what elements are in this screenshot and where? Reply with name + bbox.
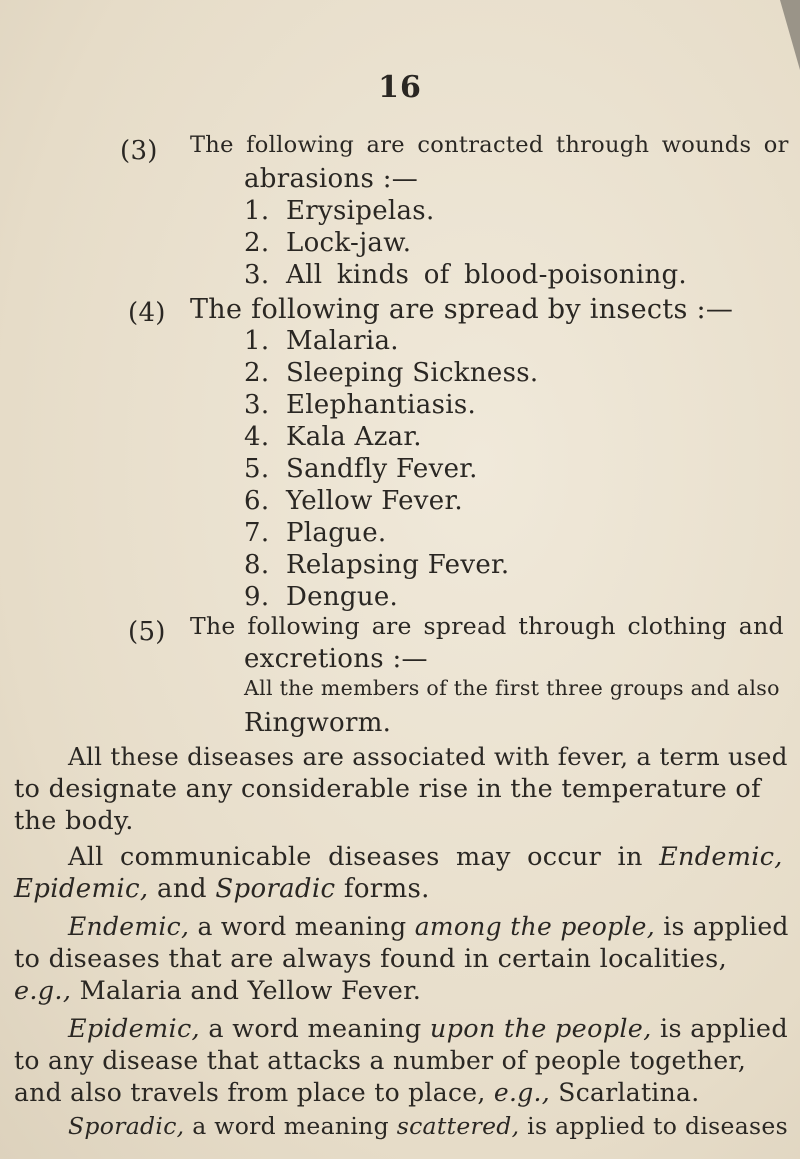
list-item: 4. Kala Azar.: [244, 422, 422, 452]
group-4-heading: The following are spread by insects :—: [190, 294, 734, 325]
group-5-heading-cont: excretions :—: [244, 644, 428, 674]
group-4-label: (4): [128, 298, 166, 328]
paragraph-line: e.g., Malaria and Yellow Fever.: [14, 976, 422, 1006]
page-corner-fold: [780, 0, 800, 70]
list-item: 1. Erysipelas.: [244, 196, 435, 226]
paragraph-line: the body.: [14, 806, 134, 836]
group-5-text: All the members of the first three groups and also: [244, 676, 780, 700]
group-5-label: (5): [128, 617, 166, 647]
paragraph-line: to any disease that attacks a number of people together,: [14, 1046, 747, 1075]
list-item: 2. Sleeping Sickness.: [244, 358, 539, 388]
list-item: 5. Sandfly Fever.: [244, 454, 478, 484]
group-5-text-cont: Ringworm.: [244, 708, 392, 738]
list-item: 8. Relapsing Fever.: [244, 550, 510, 580]
list-item: 1. Malaria.: [244, 326, 399, 356]
page-number: 16: [378, 70, 422, 105]
list-item: 7. Plague.: [244, 518, 387, 548]
paragraph-line: to diseases that are always found in certain localities,: [14, 944, 727, 974]
list-item: 3. Elephantiasis.: [244, 390, 477, 420]
list-item: 6. Yellow Fever.: [244, 486, 463, 516]
paragraph-line: Sporadic, a word meaning scattered, is applied to diseases: [68, 1112, 788, 1140]
group-5-heading: The following are spread through clothing and: [190, 612, 784, 640]
group-3-label: (3): [120, 136, 158, 166]
list-item: 3. All kinds of blood-poisoning.: [244, 260, 687, 290]
paragraph-line: Epidemic, and Sporadic forms.: [14, 874, 430, 904]
group-3-heading-cont: abrasions :—: [244, 164, 419, 194]
list-item: 2. Lock-jaw.: [244, 228, 412, 258]
group-3-heading: The following are contracted through wounds or: [190, 132, 789, 158]
paragraph-line: All communicable diseases may occur in Endemic,: [68, 842, 783, 872]
paragraph-line: All these diseases are associated with fever, a term used: [68, 742, 788, 771]
paragraph-line: to designate any considerable rise in the temperature of: [14, 774, 761, 804]
paragraph-line: and also travels from place to place, e.g., Scarlatina.: [14, 1078, 700, 1107]
paragraph-line: Epidemic, a word meaning upon the people, is applied: [68, 1014, 788, 1044]
list-item: 9. Dengue.: [244, 582, 399, 612]
paragraph-line: Endemic, a word meaning among the people, is applied: [68, 912, 789, 941]
